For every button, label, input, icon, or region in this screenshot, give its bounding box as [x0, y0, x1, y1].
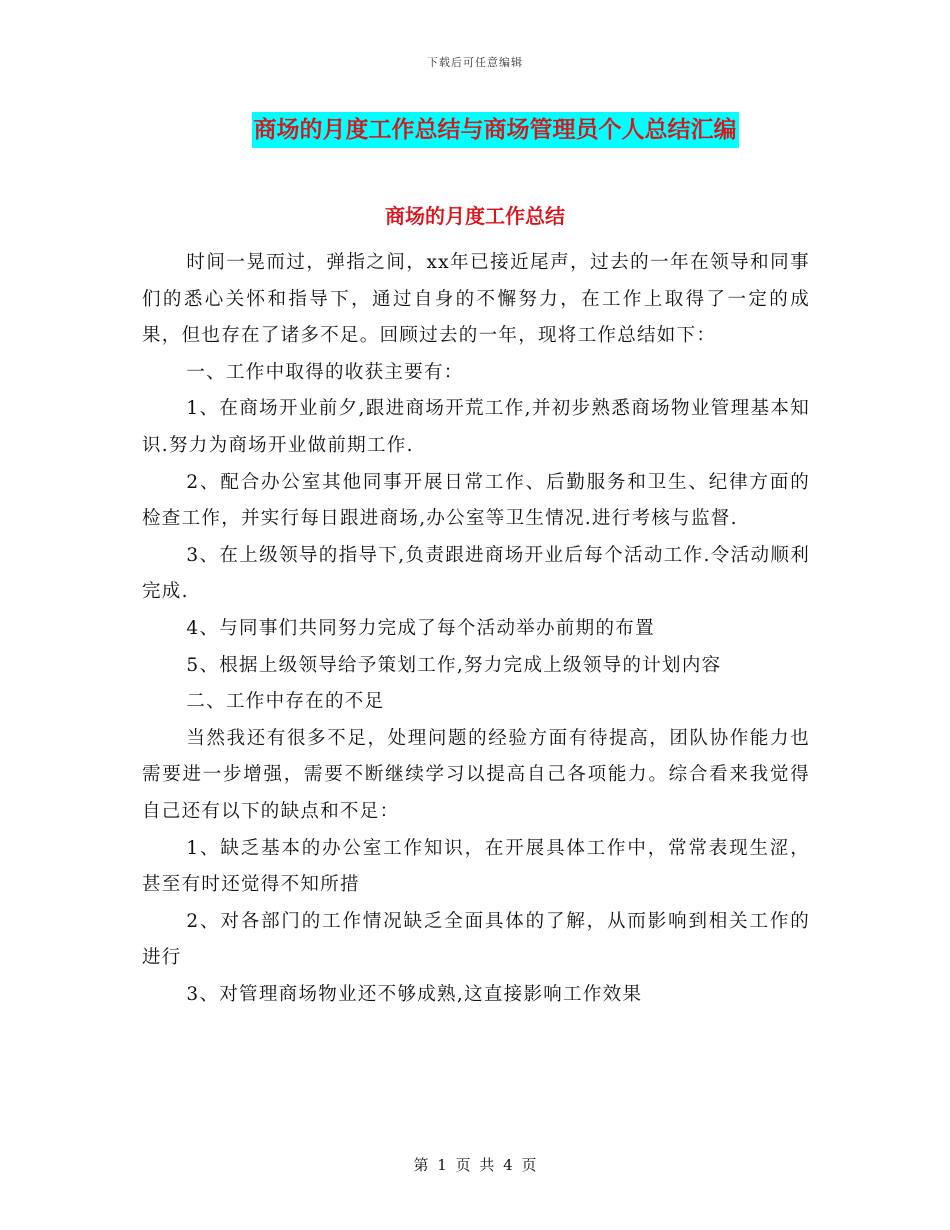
paragraph: 1、缺乏基本的办公室工作知识，在开展具体工作中，常常表现生涩，甚至有时还觉得不知所措	[142, 837, 810, 896]
paragraph: 5、根据上级领导给予策划工作,努力完成上级领导的计划内容	[186, 654, 722, 676]
paragraph: 当然我还有很多不足，处理问题的经验方面有待提高，团队协作能力也需要进一步增强，需要不断继续学习以提高自己各项能力。综合看来我觉得自己还有以下的缺点和不足：	[142, 727, 810, 822]
main-title: 商场的月度工作总结与商场管理员个人总结汇编	[252, 112, 739, 148]
paragraph: 2、对各部门的工作情况缺乏全面具体的了解，从而影响到相关工作的进行	[142, 910, 810, 969]
main-title-container	[0, 112, 950, 148]
paragraph: 1、在商场开业前夕,跟进商场开荒工作,并初步熟悉商场物业管理基本知识.努力为商场开业做前期工作.	[142, 398, 810, 456]
paragraph: 二、工作中存在的不足	[186, 691, 385, 713]
section-title: 商场的月度工作总结	[385, 204, 565, 228]
page-number-footer: 第 1 页 共 4 页	[413, 1156, 537, 1174]
document-body	[142, 245, 810, 1013]
paragraph: 一、工作中取得的收获主要有：	[186, 361, 464, 383]
paragraph: 4、与同事们共同努力完成了每个活动举办前期的布置	[186, 617, 655, 639]
paragraph: 2、配合办公室其他同事开展日常工作、后勤服务和卫生、纪律方面的检查工作，并实行每日跟进商场,办公室等卫生情况.进行考核与监督.	[142, 471, 810, 530]
paragraph: 3、在上级领导的指导下,负责跟进商场开业后每个活动工作.令活动顺利完成.	[142, 544, 810, 603]
header-note: 下载后可任意编辑	[427, 56, 523, 69]
paragraph: 时间一晃而过，弹指之间，xx年已接近尾声，过去的一年在领导和同事们的悉心关怀和指导下，通过自身的不懈努力，在工作上取得了一定的成果，但也存在了诸多不足。回顾过去的一年，现将工作总结如下：	[142, 252, 810, 347]
paragraph: 3、对管理商场物业还不够成熟,这直接影响工作效果	[186, 983, 643, 1005]
